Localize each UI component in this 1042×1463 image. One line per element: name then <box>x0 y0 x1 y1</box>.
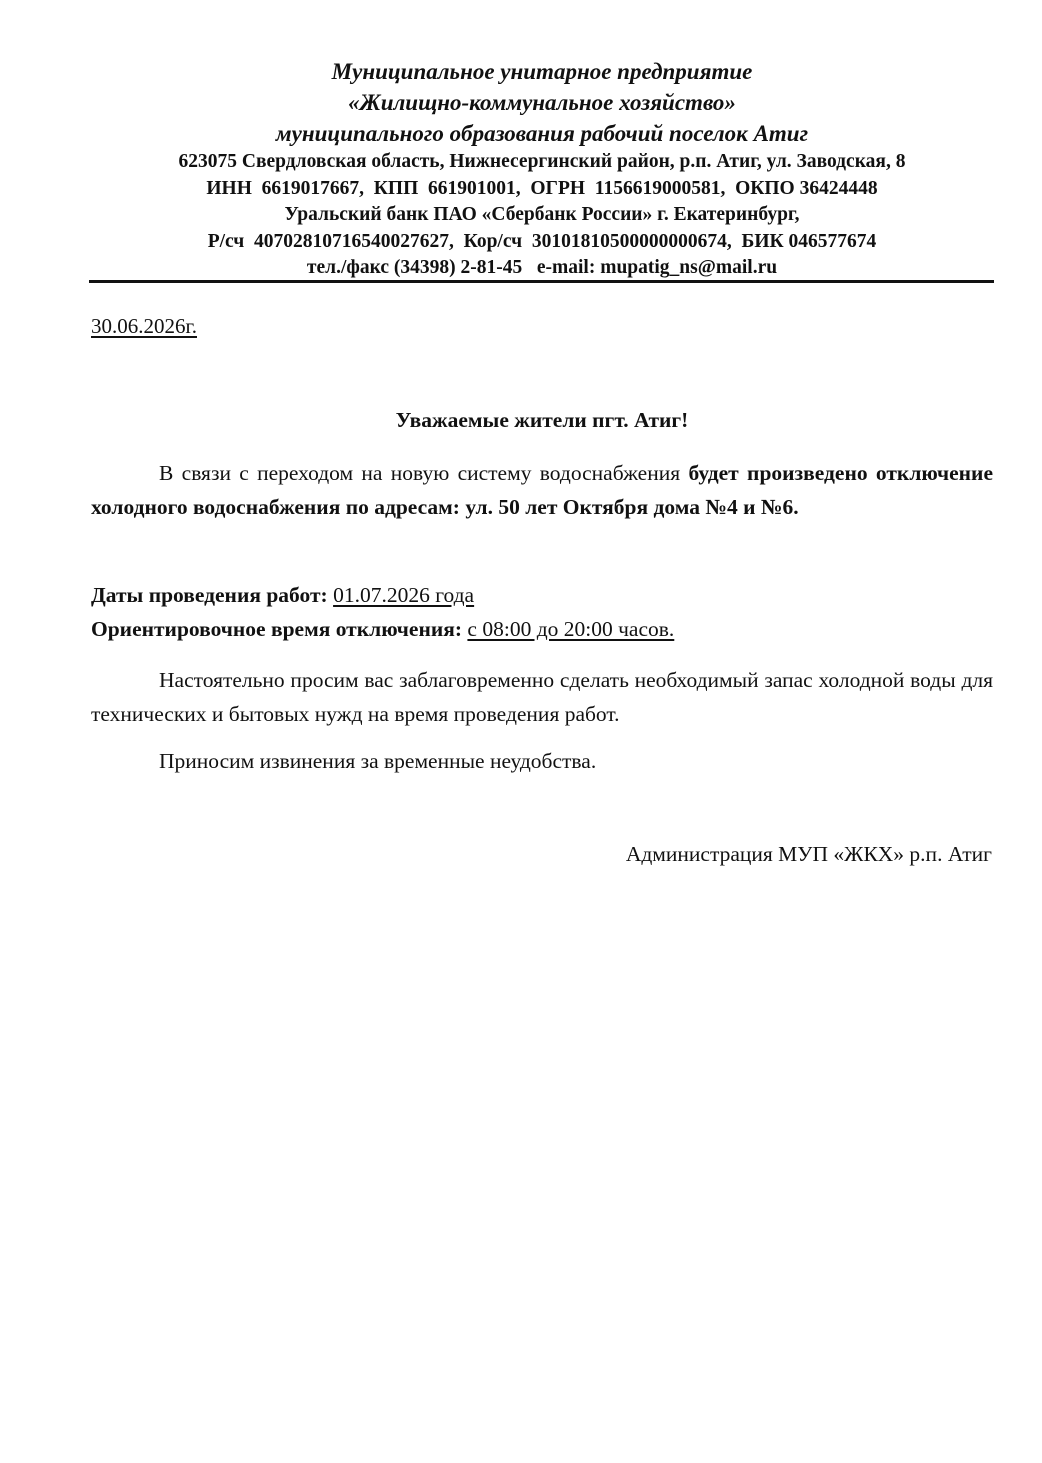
document-date: 30.06.2026г. <box>91 314 197 338</box>
schedule-block <box>91 578 993 646</box>
org-name-line-2: «Жилищно-коммунальное хозяйство» <box>348 90 736 115</box>
registration-codes-line: ИНН 6619017667, КПП 661901001, ОГРН 1156619000581, ОКПО 36424448 <box>206 177 878 199</box>
address-line: 623075 Свердловская область, Нижнесергинский район, р.п. Атиг, ул. Заводская, 8 <box>178 151 906 172</box>
outage-time-value: с 08:00 до 20:00 часов. <box>467 617 675 641</box>
bank-line: Уральский банк ПАО «Сбербанк России» г. Екатеринбург, <box>284 204 800 225</box>
request-paragraph: Настоятельно просим вас заблаговременно сделать необходимый запас холодной воды для технических и бытовых нужд на время проведения работ. <box>91 668 993 726</box>
contacts-line: тел./факс (34398) 2-81-45 e-mail: mupatig_ns@mail.ru <box>306 257 778 278</box>
announcement-bold-text: будет произведено отключение холодного водоснабжения по адресам: ул. 50 лет Октября дома №4 и №6. <box>91 461 993 519</box>
signature: Администрация МУП «ЖКХ» р.п. Атиг <box>625 842 992 866</box>
work-dates-value: 01.07.2026 года <box>333 583 475 607</box>
announcement-plain-text: В связи с переходом на новую систему водоснабжения <box>159 461 689 485</box>
org-name-line-1: Муниципальное унитарное предприятие <box>331 59 753 84</box>
letterhead <box>90 56 994 282</box>
greeting-heading: Уважаемые жители пгт. Атиг! <box>395 408 689 432</box>
outage-time-label: Ориентировочное время отключения: <box>91 617 463 641</box>
letterhead-divider <box>89 280 994 283</box>
outage-time-row <box>91 612 993 646</box>
work-dates-row <box>91 578 993 612</box>
org-name-line-3: муниципального образования рабочий поселок Атиг <box>275 121 809 146</box>
apology-paragraph: Приносим извинения за временные неудобства. <box>159 749 597 773</box>
bank-accounts-line: Р/сч 40702810716540027627, Кор/сч 30101810500000000674, БИК 046577674 <box>207 230 877 252</box>
announcement-paragraph <box>91 456 993 524</box>
work-dates-label: Даты проведения работ: <box>91 583 328 607</box>
